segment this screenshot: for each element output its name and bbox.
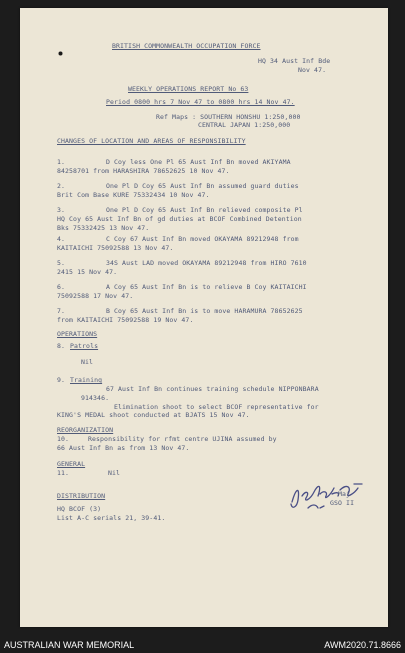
report-period: Period 0800 hrs 7 Nov 47 to 0800 hrs 14 Nov 47. (106, 98, 295, 106)
archive-footer (0, 637, 405, 653)
change-item-line: from KAITAICHI 75092588 19 Nov 47. (57, 316, 194, 324)
change-item-line: C Coy 67 Aust Inf Bn moved OKAYAMA 89212948 from (106, 235, 299, 243)
signer-rank: Maj (338, 490, 351, 498)
general-number: 11. (57, 469, 70, 477)
punch-hole-mark (58, 41, 63, 46)
change-item-line: HQ Coy 65 Aust Inf Bn of gd duties at BCOF Combined Detention (57, 215, 302, 223)
training-line-1: 67 Aust Inf Bn continues training schedule NIPPONBARA (106, 385, 319, 393)
section-changes-heading: CHANGES OF LOCATION AND AREAS OF RESPONSIBILITY (57, 137, 246, 145)
change-item-line: Bks 75332425 13 Nov 47. (57, 224, 150, 232)
date-line: Nov 47. (298, 66, 327, 74)
footer-institution: AUSTRALIAN WAR MEMORIAL (4, 640, 135, 650)
change-item-number: 4. (57, 235, 66, 243)
change-item-line: One Pl D Coy 65 Aust Inf Bn assumed guard duties (106, 182, 299, 190)
change-item-line: 84258701 from HARASHIRA 78652625 10 Nov 47. (57, 167, 230, 175)
patrols-number: 8. (57, 342, 66, 350)
change-item-line: One Pl D Coy 65 Aust Inf Bn relieved composite Pl (106, 206, 303, 214)
training-line-4: KING'S MEDAL shoot conducted at BJATS 15 Nov 47. (57, 411, 250, 419)
distribution-line-1: HQ BCOF (3) (57, 505, 102, 513)
change-item-line: A Coy 65 Aust Inf Bn is to relieve B Coy KAITAICHI (106, 283, 307, 291)
document-page (20, 8, 388, 627)
change-item-line: B Coy 65 Aust Inf Bn is to move HARAMURA 78652625 (106, 307, 303, 315)
training-label: Training (70, 376, 103, 384)
change-item-line: Brit Com Base KURE 75332434 10 Nov 47. (57, 191, 210, 199)
change-item-line: 2415 15 Nov 47. (57, 268, 118, 276)
change-item-number: 7. (57, 307, 66, 315)
hq-line: HQ 34 Aust Inf Bde (258, 57, 331, 65)
reorg-line-2: 66 Aust Inf Bn as from 13 Nov 47. (57, 444, 190, 452)
signer-unit: GSO II (330, 499, 355, 507)
section-operations-heading: OPERATIONS (57, 330, 98, 338)
ref-maps-2: CENTRAL JAPAN 1:250,000 (198, 121, 291, 129)
training-line-3: Elimination shoot to select BCOF representative for (114, 403, 319, 411)
report-title: WEEKLY OPERATIONS REPORT No 63 (128, 85, 249, 93)
patrols-text: Nil (81, 358, 94, 366)
reorg-line-1: Responsibility for rfmt centre UJINA assumed by (88, 435, 277, 443)
change-item-number: 6. (57, 283, 66, 291)
reorg-number: 10. (57, 435, 70, 443)
section-reorganization-heading: REORGANIZATION (57, 426, 114, 434)
section-distribution-heading: DISTRIBUTION (57, 492, 106, 500)
ref-maps-1: Ref Maps : SOUTHERN HONSHU 1:250,000 (156, 113, 301, 121)
force-heading: BRITISH COMMONWEALTH OCCUPATION FORCE (112, 42, 261, 50)
training-number: 9. (57, 376, 66, 384)
change-item-number: 1. (57, 158, 66, 166)
section-general-heading: GENERAL (57, 460, 86, 468)
change-item-number: 5. (57, 259, 66, 267)
patrols-label: Patrols (70, 342, 99, 350)
distribution-line-2: List A-C serials 21, 39-41. (57, 514, 166, 522)
change-item-line: 34S Aust LAD moved OKAYAMA 89212948 from HIRO 7610 (106, 259, 307, 267)
change-item-number: 2. (57, 182, 66, 190)
change-item-number: 3. (57, 206, 66, 214)
handwritten-signature (288, 474, 378, 514)
change-item-line: 75092588 17 Nov 47. (57, 292, 134, 300)
change-item-line: KAITAICHI 75092588 13 Nov 47. (57, 244, 174, 252)
training-line-2: 914346. (81, 394, 110, 402)
general-text: Nil (108, 469, 121, 477)
footer-accession-number: AWM2020.71.8666 (324, 640, 401, 650)
change-item-line: D Coy less One Pl 65 Aust Inf Bn moved AKIYAMA (106, 158, 291, 166)
